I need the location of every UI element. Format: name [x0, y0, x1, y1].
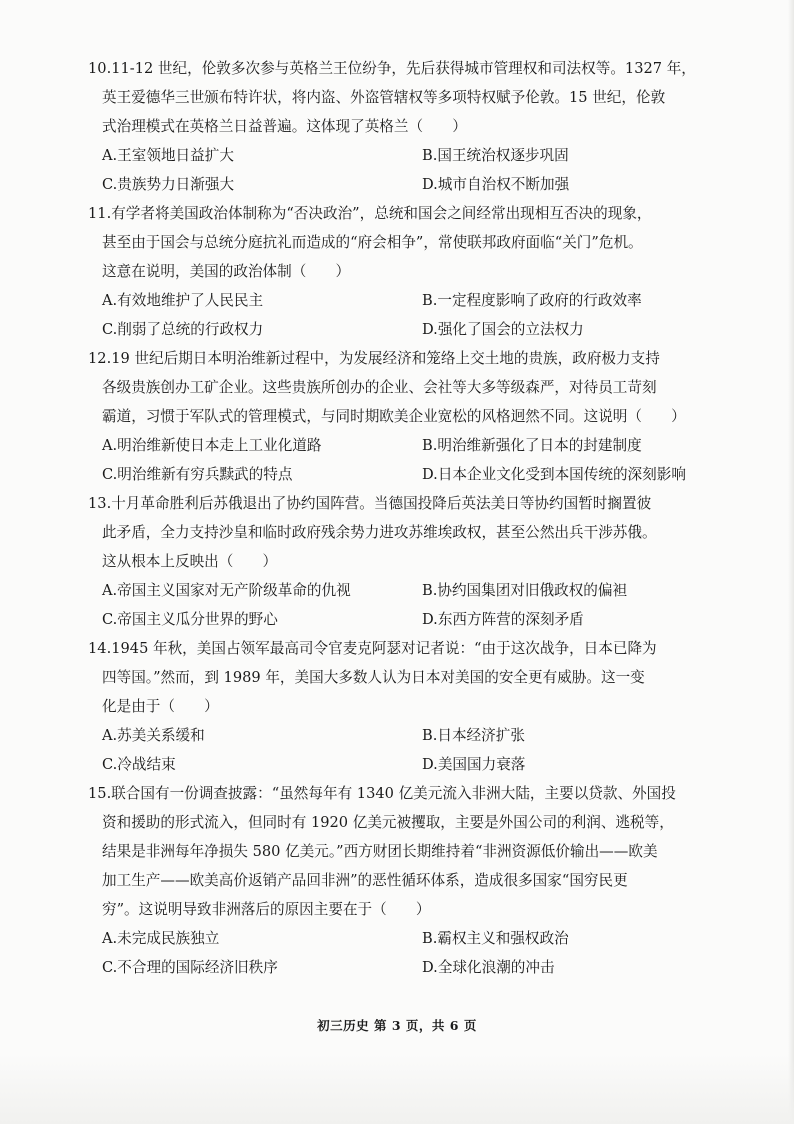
answer-option-c: C.明治维新有穷兵黩武的特点	[102, 466, 293, 483]
question-stem-line: 15.联合国有一份调查披露：“虽然每年有 1340 亿美元流入非洲大陆，主要以贷款、外国投	[88, 785, 676, 802]
question-stem-line: 14.1945 年秋，美国占领军最高司令官麦克阿瑟对记者说：“由于这次战争，日本已降为	[88, 640, 657, 657]
question-list	[88, 54, 728, 982]
answer-option-d: D.东西方阵营的深刻矛盾	[422, 611, 584, 628]
question-stem-line: 各级贵族创办工矿企业。这些贵族所创办的企业、会社等大多等级森严，对待员工苛刻	[102, 379, 657, 396]
answer-options	[102, 431, 728, 489]
question-11	[88, 199, 728, 344]
answer-option-d: D.日本企业文化受到本国传统的深刻影响	[422, 466, 686, 483]
answer-option-d: D.强化了国会的立法权力	[422, 321, 584, 338]
question-stem-line: 10.11-12 世纪，伦敦多次参与英格兰王位纷争，先后获得城市管理权和司法权等。1327 年，	[88, 60, 696, 77]
answer-option-d: D.全球化浪潮的冲击	[422, 959, 555, 976]
answer-option-c: C.冷战结束	[102, 756, 176, 773]
question-stem-line: 12.19 世纪后期日本明治维新过程中，为发展经济和笼络上交土地的贵族，政府极力支持	[88, 350, 660, 367]
question-12	[88, 344, 728, 489]
question-10	[88, 54, 728, 199]
answer-option-a: A.明治维新使日本走上工业化道路	[102, 437, 322, 454]
answer-option-b: B.日本经济扩张	[422, 727, 525, 744]
answer-option-c: C.削弱了总统的行政权力	[102, 321, 264, 338]
question-stem-line: 穷”。这说明导致非洲落后的原因主要在于（ ）	[102, 901, 431, 918]
answer-option-a: A.未完成民族独立	[102, 930, 220, 947]
answer-option-a: A.苏美关系缓和	[102, 727, 205, 744]
page-footer: 初三历史 第 3 页，共 6 页	[317, 1018, 477, 1033]
answer-options	[102, 576, 728, 634]
answer-option-b: B.明治维新强化了日本的封建制度	[422, 437, 642, 454]
question-stem-line: 化是由于（ ）	[102, 698, 219, 715]
scan-edge-shadow	[788, 0, 794, 1124]
answer-option-b: B.协约国集团对旧俄政权的偏袒	[422, 582, 628, 599]
answer-option-a: A.帝国主义国家对无产阶级革命的仇视	[102, 582, 351, 599]
answer-option-c: C.帝国主义瓜分世界的野心	[102, 611, 278, 628]
question-stem-line: 结果是非洲每年净损失 580 亿美元。”西方财团长期维持着“非洲资源低价输出——欧美	[102, 843, 658, 860]
question-stem-line: 加工生产——欧美高价返销产品回非洲”的恶性循环体系，造成很多国家“国穷民更	[102, 872, 628, 889]
question-13	[88, 489, 728, 634]
answer-options	[102, 286, 728, 344]
question-15	[88, 779, 728, 982]
answer-option-b: B.一定程度影响了政府的行政效率	[422, 292, 642, 309]
answer-option-b: B.国王统治权逐步巩固	[422, 147, 569, 164]
question-stem-line: 此矛盾，全力支持沙皇和临时政府残余势力进攻苏维埃政权，甚至公然出兵干涉苏俄。	[102, 524, 657, 541]
question-stem-line: 这从根本上反映出（ ）	[102, 553, 278, 570]
question-14	[88, 634, 728, 779]
question-stem-line: 甚至由于国会与总统分庭抗礼而造成的“府会相争”，常使联邦政府面临“关门”危机。	[102, 234, 643, 251]
answer-option-a: A.有效地维护了人民民主	[102, 292, 264, 309]
answer-option-c: C.不合理的国际经济旧秩序	[102, 959, 278, 976]
question-stem-line: 英王爱德华三世颁布特许状，将内盗、外盗管辖权等多项特权赋予伦敦。15 世纪，伦敦	[102, 89, 666, 106]
question-stem-line: 资和援助的形式流入，但同时有 1920 亿美元被攫取，主要是外国公司的利润、逃税等，	[102, 814, 674, 831]
question-stem-line: 式治理模式在英格兰日益普遍。这体现了英格兰（ ）	[102, 118, 467, 135]
answer-options	[102, 721, 728, 779]
question-stem-line: 这意在说明，美国的政治体制（ ）	[102, 263, 351, 280]
answer-options	[102, 924, 728, 982]
answer-option-b: B.霸权主义和强权政治	[422, 930, 569, 947]
question-stem-line: 四等国。”然而，到 1989 年，美国大多数人认为日本对美国的安全更有威胁。这一变	[102, 669, 645, 686]
question-stem-line: 13.十月革命胜利后苏俄退出了协约国阵营。当德国投降后英法美日等协约国暂时搁置彼	[88, 495, 652, 512]
answer-option-d: D.美国国力衰落	[422, 756, 526, 773]
scan-bottom-shade	[0, 1054, 794, 1124]
question-stem-line: 11.有学者将美国政治体制称为“否决政治”，总统和国会之间经常出现相互否决的现象，	[88, 205, 652, 222]
answer-options	[102, 141, 728, 199]
answer-option-d: D.城市自治权不断加强	[422, 176, 570, 193]
answer-option-a: A.王室领地日益扩大	[102, 147, 234, 164]
answer-option-c: C.贵族势力日渐强大	[102, 176, 235, 193]
question-stem-line: 霸道，习惯于军队式的管理模式，与同时期欧美企业宽松的风格迥然不同。这说明（ ）	[102, 408, 686, 425]
